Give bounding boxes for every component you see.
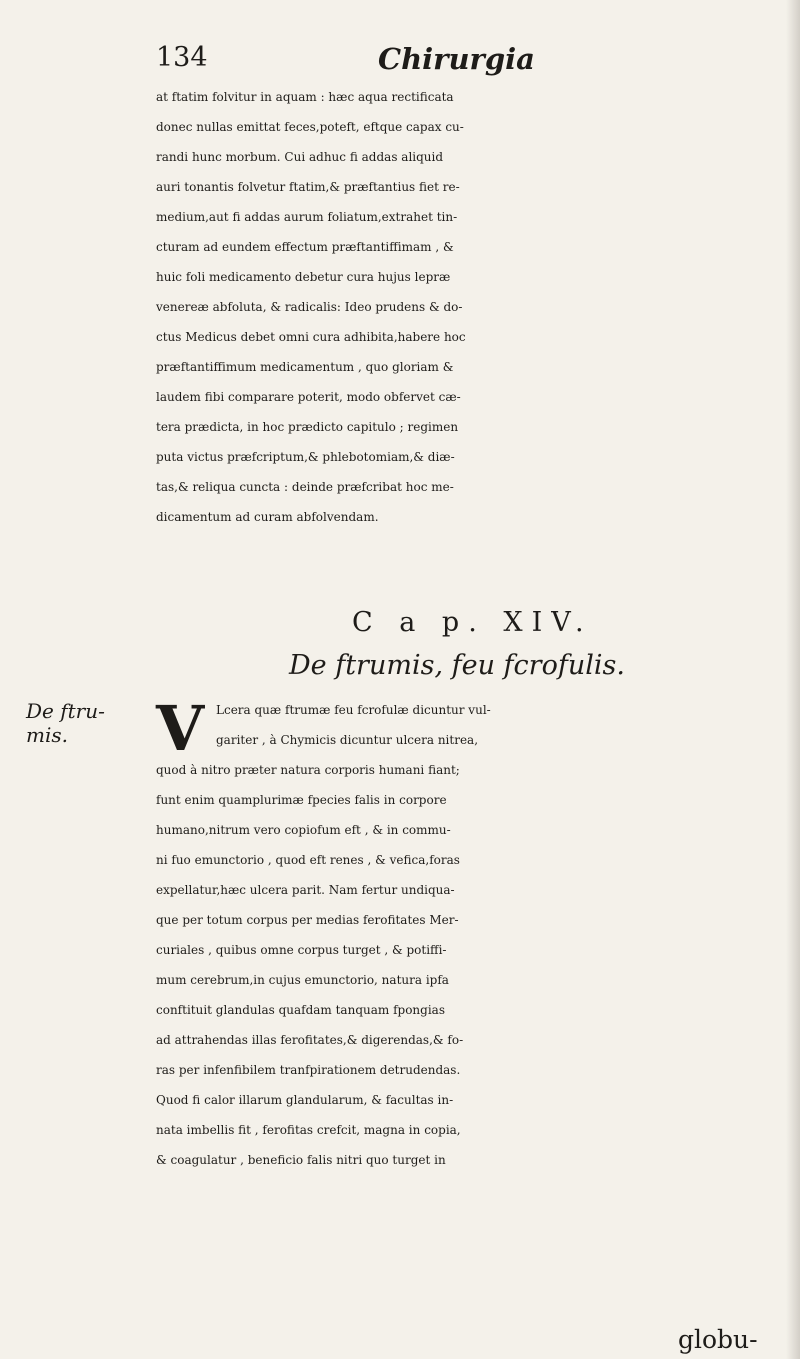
text-line: huic foli medicamento debetur cura hujus lepræ <box>156 270 451 284</box>
text-line: puta victus præfcriptum,& phlebotomiam,& diæ- <box>156 450 455 464</box>
chapter-heading: C a p. XIV. <box>352 607 593 638</box>
margin-note-line: mis. <box>26 723 68 747</box>
text-line: ctus Medicus debet omni cura adhibita,habere hoc <box>156 330 466 344</box>
paragraph-1 <box>156 82 796 532</box>
text-line: præftantiffimum medicamentum , quo gloriam & <box>156 360 454 374</box>
text-line: conftituit glandulas quafdam tanquam fpongias <box>156 1003 445 1017</box>
text-line: Quod fi calor illarum glandularum, & facultas in- <box>156 1093 454 1107</box>
text-line: randi hunc morbum. Cui adhuc fi addas aliquid <box>156 150 444 164</box>
text-line: ni fuo emunctorio , quod eft renes , & vefica,foras <box>156 853 460 867</box>
catchword: globu- <box>678 1325 758 1354</box>
text-line: cturam ad eundem effectum præftantiffimam , & <box>156 240 454 254</box>
text-line: dicamentum ad curam abfolvendam. <box>156 510 379 524</box>
text-line: quod à nitro præter natura corporis humani fiant; <box>156 763 460 777</box>
text-line: auri tonantis folvetur ftatim,& præftantius fiet re- <box>156 180 460 194</box>
page-number: 134 <box>156 42 208 73</box>
text-line: ad attrahendas illas ferofitates,& digerendas,& fo- <box>156 1033 464 1047</box>
text-line: nata imbellis fit , ferofitas crefcit, magna in copia, <box>156 1123 461 1137</box>
chapter-subtitle: De ftrumis, feu fcrofulis. <box>289 650 625 681</box>
margin-note-line: De ftru- <box>26 699 105 723</box>
text-line: curiales , quibus omne corpus turget , & potiffi- <box>156 943 447 957</box>
page-header <box>156 42 726 82</box>
drop-cap: V <box>156 692 205 765</box>
paragraph-2 <box>156 692 796 1175</box>
text-line: donec nullas emittat feces,poteft, eftque capax cu- <box>156 120 464 134</box>
text-line: mum cerebrum,in cujus emunctorio, natura ipfa <box>156 973 449 987</box>
text-line: medium,aut fi addas aurum foliatum,extrahet tin- <box>156 210 458 224</box>
text-line: tera prædicta, in hoc prædicto capitulo ; regimen <box>156 420 459 434</box>
text-line: humano,nitrum vero copiofum eft , & in commu- <box>156 823 451 837</box>
text-line: ras per infenfibilem tranfpirationem detrudendas. <box>156 1063 461 1077</box>
text-line: at ftatim folvitur in aquam : hæc aqua rectificata <box>156 90 454 104</box>
text-line: Lcera quæ ftrumæ feu fcrofulæ dicuntur vul- <box>216 703 491 717</box>
text-line: funt enim quamplurimæ fpecies falis in corpore <box>156 793 447 807</box>
text-line: tas,& reliqua cuncta : deinde præfcribat hoc me- <box>156 480 454 494</box>
margin-note <box>26 699 106 747</box>
text-line: laudem fibi comparare poterit, modo obfervet cæ- <box>156 390 461 404</box>
text-line: venereæ abfoluta, & radicalis: Ideo prudens & do- <box>156 300 463 314</box>
text-line: expellatur,hæc ulcera parit. Nam fertur undiqua- <box>156 883 455 897</box>
text-line: gariter , à Chymicis dicuntur ulcera nitrea, <box>216 733 479 747</box>
text-line: que per totum corpus per medias ferofitates Mer- <box>156 913 459 927</box>
running-title: Chirurgia <box>378 42 535 76</box>
text-line: & coagulatur , beneficio falis nitri quo turget in <box>156 1153 446 1167</box>
